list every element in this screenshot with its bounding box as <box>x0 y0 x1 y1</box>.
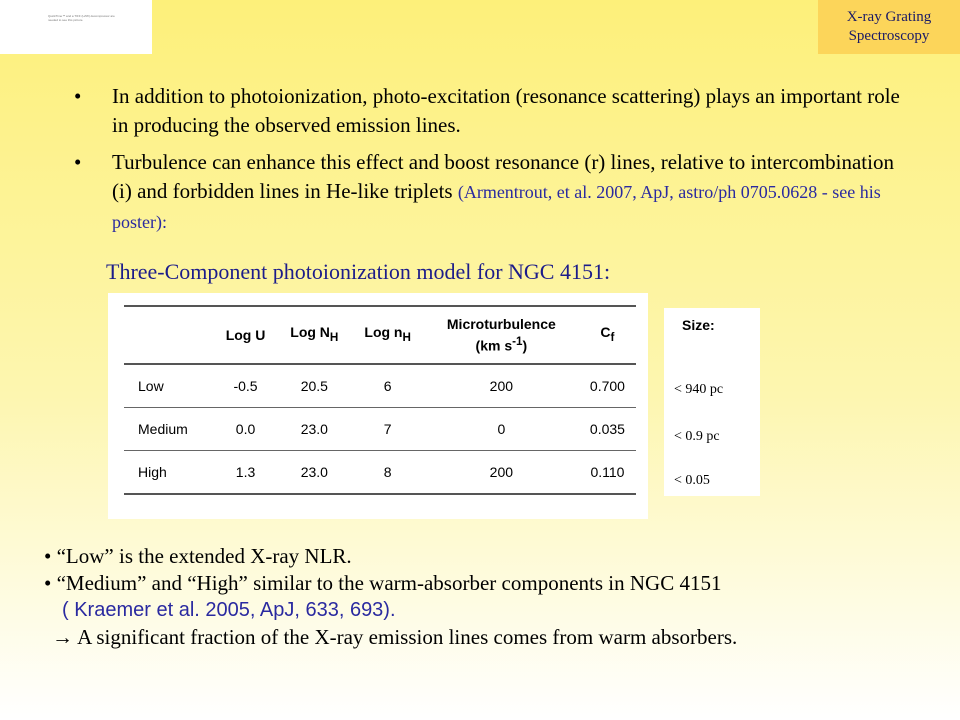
size-panel <box>664 308 760 496</box>
armentrout-reference: (Armentrout, et al. 2007, ApJ, astro/ph 0705.0628 - see his poster): <box>112 182 881 232</box>
size-heading: Size: <box>682 317 715 333</box>
size-value-medium: < 0.9 pc <box>674 429 720 444</box>
table-header-cf: $C_f$ <box>579 306 636 364</box>
table-cell: 0.110 <box>579 451 636 495</box>
size-value-low: < 940 pc <box>674 382 724 397</box>
table-cell: Low <box>124 364 214 408</box>
table-cell: 6 <box>352 364 424 408</box>
bullet-text: In addition to photoionization, photo-excitation (resonance scattering) plays an important role in producing the observed emission lines. <box>112 84 900 137</box>
table-cell: 200 <box>424 364 579 408</box>
table-cell: 1.3 <box>214 451 277 495</box>
model-table-panel <box>108 293 648 519</box>
bullet-item-turbulence <box>74 148 904 237</box>
model-table <box>124 305 636 495</box>
conclusion-warm-absorbers: → A significant fraction of the X-ray emission lines comes from warm absorbers. <box>52 625 738 649</box>
table-row <box>124 364 636 408</box>
slide-header-badge <box>818 0 960 54</box>
quicktime-placeholder-text: QuickTime™ and a TIFF (LZW) decompressor are needed to see this picture. <box>48 14 115 22</box>
table-cell: 23.0 <box>277 451 351 495</box>
table-header-blank <box>124 306 214 364</box>
size-value-high: < 0.05 <box>674 473 710 488</box>
bullet-marker: • <box>74 150 82 174</box>
conclusion-low: • “Low” is the extended X-ray NLR. <box>44 544 352 568</box>
table-cell: Medium <box>124 408 214 451</box>
table-header-lognh-cap: Log $N_H$ <box>277 306 351 364</box>
quicktime-placeholder <box>0 0 152 54</box>
table-cell: 20.5 <box>277 364 351 408</box>
conclusion-medium-high: • “Medium” and “High” similar to the warm-absorber components in NGC 4151 <box>44 571 722 595</box>
table-row <box>124 451 636 495</box>
table-header-row <box>124 306 636 364</box>
table-header-lognh-low: Log $n_H$ <box>352 306 424 364</box>
table-header-logu: Log U <box>214 306 277 364</box>
table-cell: 0.035 <box>579 408 636 451</box>
table-cell: 200 <box>424 451 579 495</box>
table-cell: 7 <box>352 408 424 451</box>
header-title-line2: Spectroscopy <box>848 28 930 44</box>
table-header-microturbulence: Microturbulence (km $s^{-1}$) <box>424 306 579 364</box>
table-cell: 0 <box>424 408 579 451</box>
header-title-line1: X-ray Grating <box>846 9 932 25</box>
bullet-marker: • <box>74 84 82 108</box>
table-cell: High <box>124 451 214 495</box>
table-cell: 0.700 <box>579 364 636 408</box>
section-title: Three-Component photoionization model for NGC 4151: <box>106 259 611 284</box>
table-cell: 23.0 <box>277 408 351 451</box>
bullet-text: Turbulence can enhance this effect and boost resonance (r) lines, relative to intercombination (i) and forbidden lines in He-like triplets <box>112 150 894 203</box>
conclusions <box>44 543 944 651</box>
table-cell: -0.5 <box>214 364 277 408</box>
table-row <box>124 408 636 451</box>
table-cell: 0.0 <box>214 408 277 451</box>
bullet-list <box>74 82 904 245</box>
kraemer-reference: ( Kraemer et al. 2005, ApJ, 633, 693). <box>62 599 396 621</box>
bullet-item-photoexcitation <box>74 82 904 140</box>
table-cell: 8 <box>352 451 424 495</box>
